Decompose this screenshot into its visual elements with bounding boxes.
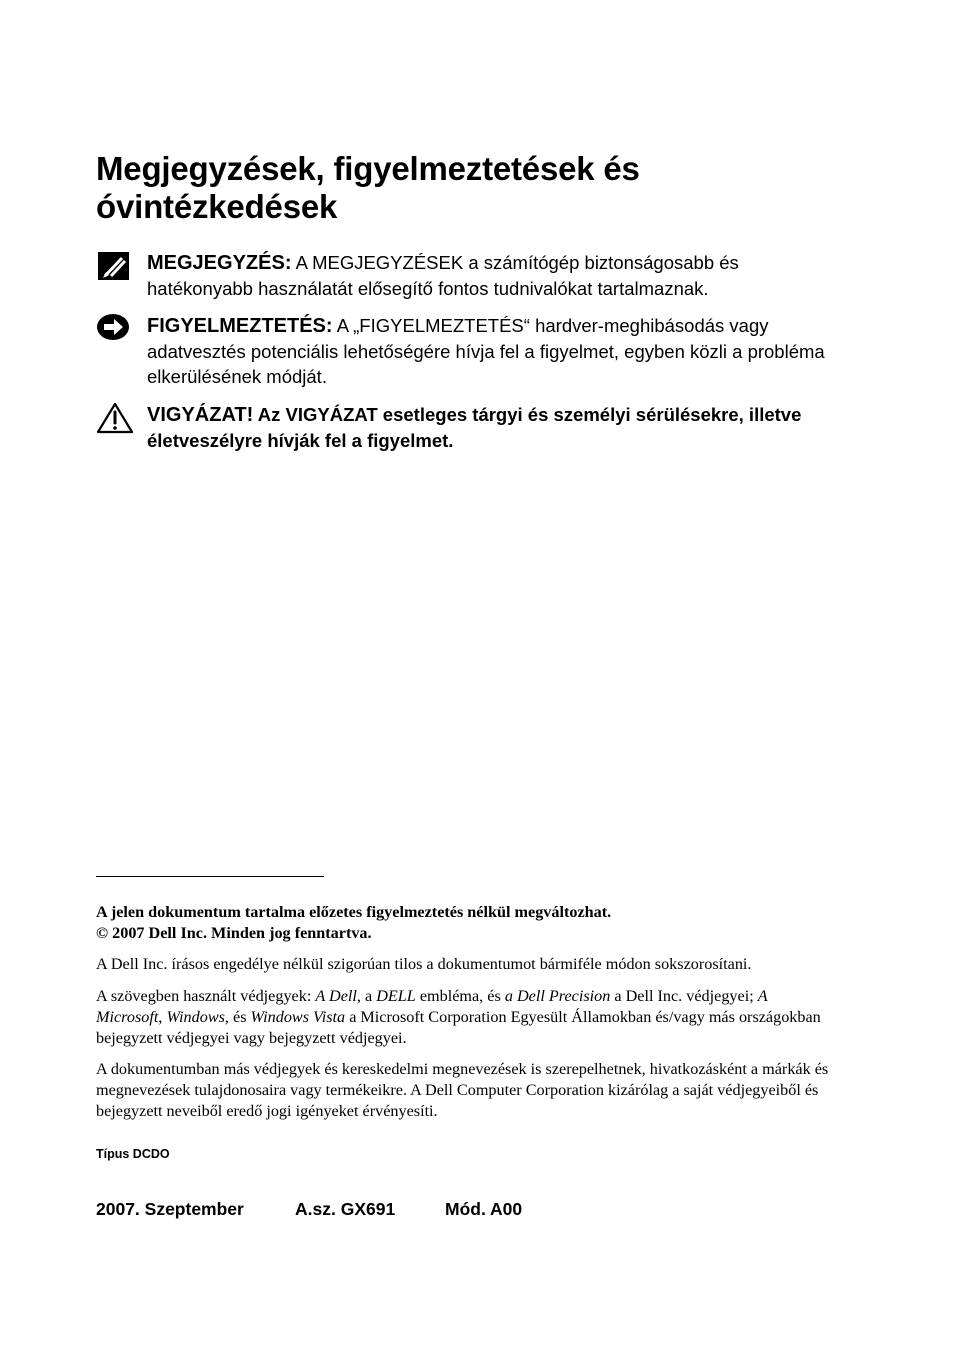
caution-block <box>96 402 826 453</box>
note-block <box>96 250 826 301</box>
trademark-name: Windows Vista <box>250 1008 346 1026</box>
caution-label: VIGYÁZAT! <box>147 404 254 426</box>
copyright: © 2007 Dell Inc. Minden jog fenntartva. <box>96 924 372 942</box>
warning-triangle-icon <box>96 402 132 436</box>
trademark-name: A Microsoft <box>96 987 768 1026</box>
footer-date: 2007. Szeptember <box>96 1199 244 1219</box>
trademark-name: a Dell Precision <box>504 987 611 1005</box>
note-text <box>147 250 826 301</box>
caution-body: Az VIGYÁZAT esetleges tárgyi és személyi sérülésekre, illetve életveszélyre hívják fel a figyelmet. <box>147 404 802 451</box>
notice-label: FIGYELMEZTETÉS: <box>147 315 333 337</box>
legal-other-trademarks: A dokumentumban más védjegyek és kereskedelmi megnevezések is szerepelhetnek, hivatkozásként a márkák és megnevezések tulajdonosaira vagy termékeikre. A Dell Computer Corporation kizárólag a saját védjegyeiből és bejegyzett neveiből eredő jogi igényeket érvényesíti. <box>96 1060 829 1120</box>
notice-block <box>96 313 826 389</box>
legal-change-notice <box>96 902 836 944</box>
arrow-circle-icon <box>96 313 132 347</box>
trademark-text: a Dell Inc. védjegyei; <box>610 987 758 1005</box>
trademark-text: a Microsoft Corporation Egyesült Államokban és/vagy más országokban bejegyzett védjegyei vagy bejegyzett védjegyei. <box>96 1008 821 1047</box>
footer-revision: Mód. A00 <box>445 1199 523 1219</box>
caution-text <box>147 402 826 453</box>
trademark-name: A Dell <box>315 987 357 1005</box>
model-number: Típus DCDO <box>96 1147 170 1161</box>
trademark-name: DELL <box>376 987 416 1005</box>
page-title: Megjegyzések, figyelmeztetések és óvintézkedések <box>96 150 640 225</box>
trademark-name: Windows <box>166 1008 225 1026</box>
note-label: MEGJEGYZÉS: <box>147 252 292 274</box>
trademark-text: , a <box>356 987 377 1005</box>
legal-reproduction: A Dell Inc. írásos engedélye nélkül szigorúan tilos a dokumentumot bármiféle módon sokszorosítani. <box>96 955 752 973</box>
pencil-note-icon <box>96 250 132 284</box>
trademark-text: , <box>158 1008 167 1026</box>
note-body: A MEGJEGYZÉSEK a számítógép biztonságosabb és hatékonyabb használatát elősegítő fontos tudnivalókat tartalmaznak. <box>147 252 739 299</box>
notice-body: A „FIGYELMEZTETÉS“ hardver-meghibásodás vagy adatvesztés potenciális lehetőségére hívja fel a figyelmet, egyben közli a probléma elkerülésének módját. <box>147 315 825 387</box>
trademark-text: , és <box>224 1008 251 1026</box>
change-notice: A jelen dokumentum tartalma előzetes figyelmeztetés nélkül megváltozhat. <box>96 903 612 921</box>
divider <box>96 876 324 877</box>
legal-trademarks <box>96 986 836 1049</box>
trademark-text: embléma, és <box>415 987 505 1005</box>
notice-text <box>147 313 826 389</box>
footer-part-number: A.sz. GX691 <box>295 1199 396 1219</box>
trademark-text: A szövegben használt védjegyek: <box>96 987 316 1005</box>
